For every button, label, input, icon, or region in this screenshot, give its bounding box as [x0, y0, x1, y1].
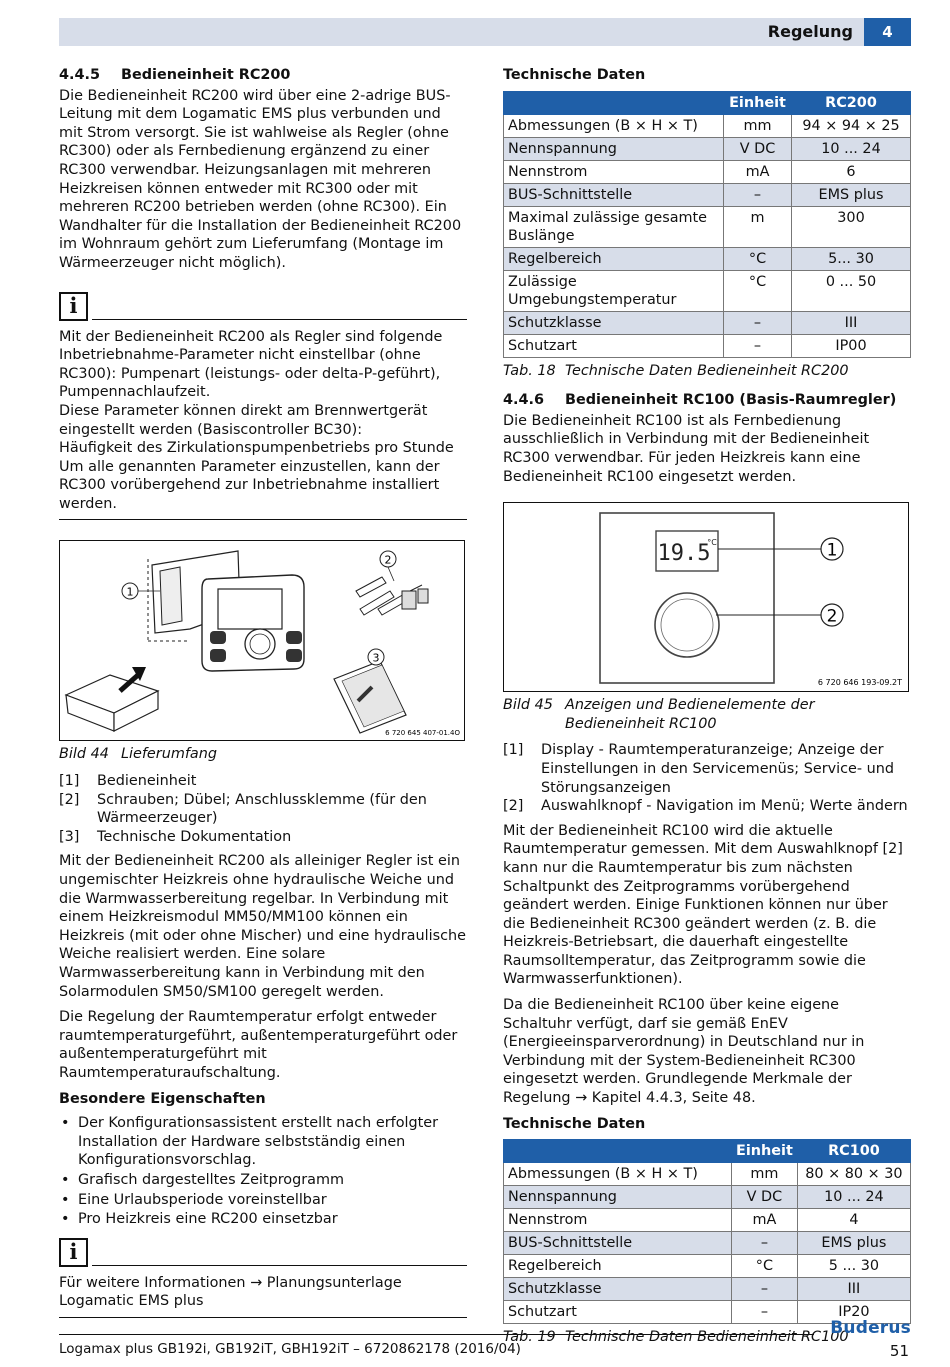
- rc200-paragraph-3: Die Regelung der Raumtemperatur erfolgt entweder raumtemperaturgeführt, außentemperaturgeführt oder außentemperaturgeführt mit Raumtemperaturaufschaltung.: [59, 1009, 458, 1081]
- table-cell: °C: [724, 270, 792, 311]
- figure-44-delivery-scope: [59, 540, 465, 741]
- rc100-illustration: [504, 503, 908, 691]
- table-header-cell: Einheit: [724, 91, 792, 114]
- table-cell: Abmessungen (B × H × T): [504, 114, 724, 137]
- table-cell: 10 ... 24: [792, 137, 911, 160]
- rc100-paragraph-2: Mit der Bedieneinheit RC100 wird die aktuelle Raumtemperatur gemessen. Mit dem Auswahlknopf [2] kann nur die Raumtemperatur bis zum nächsten Schaltpunkt des Zeitprogramms vorübergehend geändert werden. Einige Funktionen können nur über die Bedieneinheit RC300 geändert werden (z. B. die Heizkreis-Betriebsart, die dauerhaft eingestellte Raumsolltemperatur, das Zeitprogramm sowie die Warmwasserfunktionen).: [503, 822, 903, 988]
- table-row: [504, 1186, 911, 1209]
- callout-2: 2: [826, 606, 838, 627]
- table-cell: Abmessungen (B × H × T): [504, 1163, 732, 1186]
- info-note-1: [59, 291, 467, 521]
- table-row: [504, 206, 911, 247]
- table-cell: mA: [732, 1209, 798, 1232]
- table-header-cell: Einheit: [732, 1140, 798, 1163]
- chapter-number: 4: [864, 18, 911, 46]
- note-rule: [92, 1265, 467, 1266]
- display-unit: °C: [707, 538, 717, 548]
- legend-key: [3]: [59, 828, 80, 845]
- figure-44-caption: [59, 745, 467, 764]
- table-cell: –: [732, 1301, 798, 1324]
- legend-item: [503, 741, 911, 797]
- right-column: [503, 66, 911, 1347]
- list-item: • Der Konfigurationsassistent erstellt nach erfolgter Installation der Hardware selbstständig einen Konfigurationsvorschlag.: [61, 1115, 439, 1169]
- info-icon: i: [59, 292, 88, 321]
- callout-2: 2: [384, 553, 392, 567]
- legend-item: [59, 772, 467, 791]
- table-cell: –: [724, 311, 792, 334]
- left-column: [59, 66, 467, 1322]
- table-cell: V DC: [724, 137, 792, 160]
- table-row: [504, 137, 911, 160]
- footer-document-id: Logamax plus GB192i, GB192iT, GBH192iT – 6720862178 (2016/04): [59, 1341, 521, 1357]
- table-cell: EMS plus: [797, 1232, 910, 1255]
- table-cell: Nennspannung: [504, 137, 724, 160]
- list-item: • Pro Heizkreis eine RC200 einsetzbar: [61, 1211, 338, 1228]
- table-cell: V DC: [732, 1186, 798, 1209]
- legend-key: [2]: [503, 798, 524, 815]
- chapter-header: [59, 18, 911, 46]
- note-paragraph: Für weitere Informationen → Planungsunterlage Logamatic EMS plus: [59, 1274, 402, 1310]
- table-row: [504, 160, 911, 183]
- table-cell: –: [724, 334, 792, 357]
- table-cell: 80 × 80 × 30: [797, 1163, 910, 1186]
- figure-45-legend: [503, 741, 911, 815]
- section-number: 4.4.6: [503, 392, 544, 409]
- section-title: Bedieneinheit RC200: [121, 67, 291, 83]
- table-cell: Nennspannung: [504, 1186, 732, 1209]
- table-cell: Maximal zulässige gesamte Buslänge: [504, 206, 724, 247]
- table-cell: Regelbereich: [504, 247, 724, 270]
- table-row: [504, 247, 911, 270]
- table-cell: 5 ... 30: [797, 1255, 910, 1278]
- table-cell: III: [797, 1278, 910, 1301]
- table-cell: III: [792, 311, 911, 334]
- callout-1: 1: [126, 585, 134, 599]
- note-paragraph: Diese Parameter können direkt am Brennwertgerät eingestellt werden (Basiscontroller BC30):: [59, 402, 428, 438]
- table-cell: 10 ... 24: [797, 1186, 910, 1209]
- table-header-cell: RC200: [792, 91, 911, 114]
- table-cell: –: [732, 1232, 798, 1255]
- figure-44-legend: [59, 772, 467, 846]
- table-cell: IP00: [792, 334, 911, 357]
- list-item: • Eine Urlaubsperiode voreinstellbar: [61, 1191, 327, 1208]
- figure-code: 6 720 645 407-01.4O: [385, 729, 460, 738]
- table-18-rc200: [503, 91, 911, 358]
- features-heading: Besondere Eigenschaften: [59, 1090, 266, 1107]
- chapter-title: Regelung: [767, 22, 853, 41]
- tech-data-heading: Technische Daten: [503, 67, 646, 83]
- table-cell: 5... 30: [792, 247, 911, 270]
- legend-text: Display - Raumtemperaturanzeige; Anzeige der Einstellungen in den Servicemenüs; Service- und Störungsanzeigen: [541, 742, 895, 796]
- table-row: [504, 270, 911, 311]
- section-heading-rc100: [503, 391, 911, 410]
- table-cell: Nennstrom: [504, 160, 724, 183]
- legend-key: [1]: [59, 773, 80, 790]
- table-header-row: [504, 1140, 911, 1163]
- figure-label: Bild 45: [503, 697, 553, 714]
- figure-caption-text: Lieferumfang: [121, 746, 217, 763]
- table-header-cell: [504, 1140, 732, 1163]
- legend-key: [1]: [503, 742, 524, 759]
- section-number: 4.4.5: [59, 67, 100, 83]
- table-caption-text: Technische Daten Bedieneinheit RC200: [565, 362, 849, 379]
- legend-item: [503, 797, 911, 816]
- legend-text: Technische Dokumentation: [97, 828, 292, 845]
- table-cell: Schutzklasse: [504, 311, 724, 334]
- table-cell: 94 × 94 × 25: [792, 114, 911, 137]
- table-cell: m: [724, 206, 792, 247]
- table-19-rc100: [503, 1139, 911, 1324]
- info-icon: i: [59, 1238, 88, 1267]
- table-header-row: [504, 91, 911, 114]
- legend-text: Schrauben; Dübel; Anschlussklemme (für den Wärmeerzeuger): [97, 791, 427, 827]
- section-heading-rc200: [59, 66, 467, 85]
- table-cell: Schutzart: [504, 1301, 732, 1324]
- brand-logo: Buderus: [830, 1318, 911, 1338]
- legend-key: [2]: [59, 791, 80, 808]
- figure-code: 6 720 646 193-09.2T: [817, 678, 902, 688]
- table-cell: EMS plus: [792, 183, 911, 206]
- legend-item: [59, 791, 467, 828]
- table-row: [504, 114, 911, 137]
- note-paragraph: Mit der Bedieneinheit RC200 als Regler sind folgende Inbetriebnahme-Parameter nicht einstellbar (ohne RC300): Pumpenart (leistungs- oder delta-P-geführt), Pumpennachlaufzeit.: [59, 328, 443, 401]
- table-header-cell: RC100: [797, 1140, 910, 1163]
- table-row: [504, 1278, 911, 1301]
- list-item: • Grafisch dargestelltes Zeitprogramm: [61, 1171, 345, 1188]
- figure-caption-text: Anzeigen und Bedienelemente der Bedieneinheit RC100: [565, 697, 815, 732]
- table-row: [504, 334, 911, 357]
- callout-1: 1: [826, 540, 838, 561]
- table-header-cell: [504, 91, 724, 114]
- table-cell: mm: [732, 1163, 798, 1186]
- table-cell: IP20: [797, 1301, 910, 1324]
- table-cell: BUS-Schnittstelle: [504, 1232, 732, 1255]
- table-row: [504, 183, 911, 206]
- table-cell: 4: [797, 1209, 910, 1232]
- table-cell: mm: [724, 114, 792, 137]
- table-cell: Zulässige Umgebungstemperatur: [504, 270, 724, 311]
- features-list: [59, 1114, 467, 1229]
- table-cell: –: [724, 183, 792, 206]
- rc200-intro: Die Bedieneinheit RC200 wird über eine 2-adrige BUS-Leitung mit dem Logamatic EMS plus verbunden und mit Strom versorgt. Sie ist wahlweise als Regler (ohne RC300) oder als Fernbedienung ergänzend zu einer RC300 verwendbar. Heizungsanlagen mit mehreren Heizkreisen können entweder mit RC300 oder mit mehreren RC200 betrieben werden (ohne RC300). Ein Wandhalter für die Installation der Bedieneinheit RC200 im Wohnraum gehört zum Lieferumfang (Montage im Wärmeerzeuger nicht möglich).: [59, 87, 462, 271]
- table-cell: 0 ... 50: [792, 270, 911, 311]
- figure-45-rc100: [503, 502, 909, 692]
- note-rule: [92, 319, 467, 320]
- table-row: [504, 1232, 911, 1255]
- display-temperature: 19.5: [657, 541, 711, 567]
- legend-text: Auswahlknopf - Navigation im Menü; Werte ändern: [541, 798, 908, 815]
- legend-item: [59, 828, 467, 847]
- table-cell: Nennstrom: [504, 1209, 732, 1232]
- tech-data-heading-2: Technische Daten: [503, 1115, 646, 1132]
- figure-label: Bild 44: [59, 746, 109, 763]
- rc100-paragraph-3: Da die Bedieneinheit RC100 über keine eigene Schaltuhr verfügt, darf sie gemäß EnEV (Energieeinsparverordnung) in Deutschland nur in Verbindung mit der System-Bedieneinheit RC300 eingesetzt werden. Grundlegende Merkmale der Regelung → Kapitel 4.4.3, Seite 48.: [503, 997, 865, 1107]
- rc100-intro: Die Bedieneinheit RC100 ist als Fernbedienung ausschließlich in Verbindung mit der Bedieneinheit RC300 verwendbar. Für jeden Heizkreis kann eine Bedieneinheit RC100 eingesetzt werden.: [503, 412, 870, 485]
- legend-text: Bedieneinheit: [97, 773, 197, 790]
- section-title: Bedieneinheit RC100 (Basis-Raumregler): [565, 392, 897, 409]
- table-cell: °C: [724, 247, 792, 270]
- table-cell: BUS-Schnittstelle: [504, 183, 724, 206]
- info-note-2: [59, 1237, 467, 1318]
- table-18-caption: [503, 362, 911, 381]
- table-cell: Schutzklasse: [504, 1278, 732, 1301]
- table-cell: 300: [792, 206, 911, 247]
- table-row: [504, 1209, 911, 1232]
- delivery-scope-illustration: [60, 541, 464, 740]
- table-cell: Schutzart: [504, 334, 724, 357]
- note-paragraph: Häufigkeit des Zirkulationspumpenbetriebs pro Stunde: [59, 440, 454, 457]
- table-cell: –: [732, 1278, 798, 1301]
- table-cell: mA: [724, 160, 792, 183]
- rc200-paragraph-2: Mit der Bedieneinheit RC200 als alleiniger Regler ist ein ungemischter Heizkreis ohne hydraulische Weiche und die Warmwasserbereitung regelbar. In Verbindung mit einem Heizkreismodul MM50/MM100 können ein Heizkreis (mit oder ohne Mischer) und eine hydraulische Weiche realisiert werden. Eine solare Warmwasserbereitung kann in Verbindung mit den Solarmodulen SM50/SM100 geregelt werden.: [59, 853, 466, 1000]
- figure-45-caption: [503, 696, 911, 733]
- footer-rule: [59, 1334, 814, 1335]
- table-cell: °C: [732, 1255, 798, 1278]
- table-row: [504, 1163, 911, 1186]
- page-number: 51: [889, 1342, 909, 1360]
- table-row: [504, 1255, 911, 1278]
- table-label: Tab. 19: [503, 1329, 556, 1346]
- table-caption-text: Technische Daten Bedieneinheit RC100: [565, 1329, 849, 1346]
- table-cell: Regelbereich: [504, 1255, 732, 1278]
- table-cell: 6: [792, 160, 911, 183]
- table-label: Tab. 18: [503, 362, 556, 379]
- note-paragraph: Um alle genannten Parameter einzustellen, kann der RC300 vorübergehend zur Inbetriebnahme installiert werden.: [59, 458, 440, 512]
- table-row: [504, 311, 911, 334]
- callout-3: 3: [372, 651, 380, 665]
